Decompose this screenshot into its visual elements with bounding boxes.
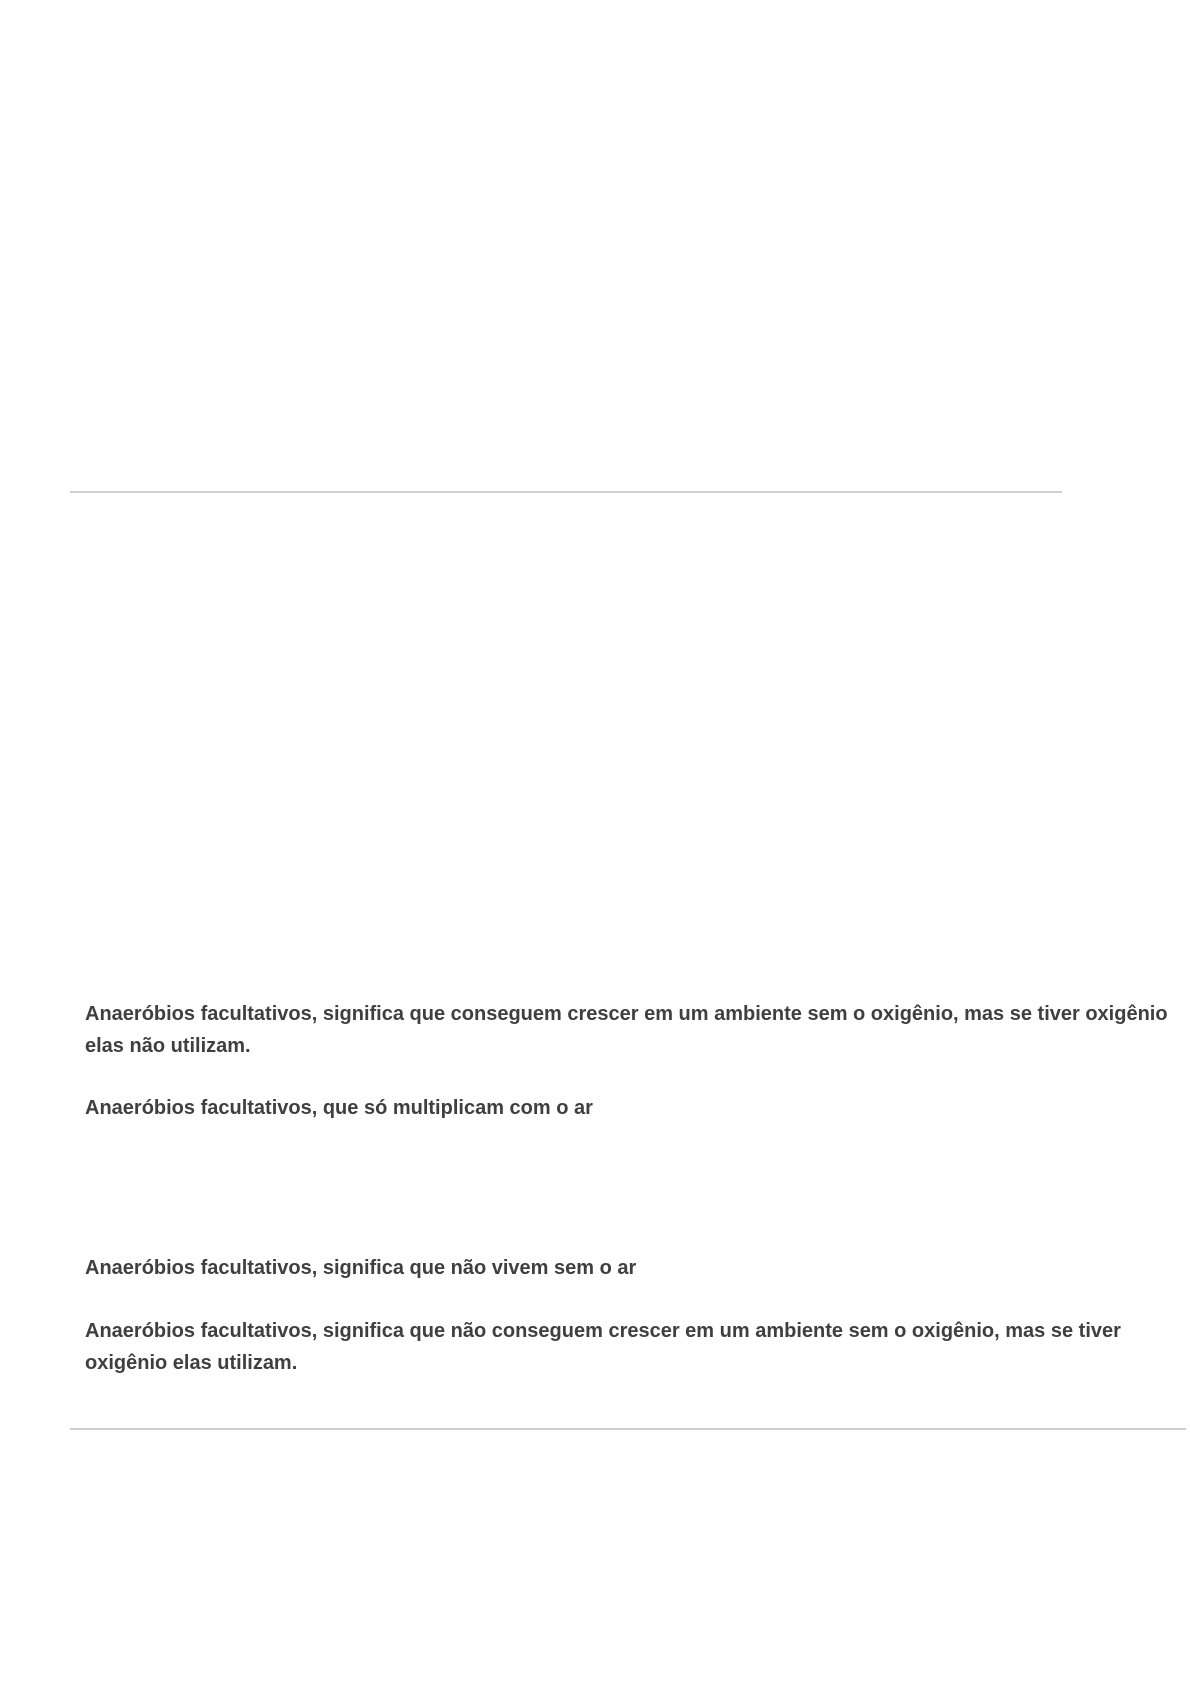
answer-option-3[interactable]: Anaeróbios facultativos, significa que não vivem sem o ar (85, 1257, 637, 1279)
answer-option-2[interactable]: Anaeróbios facultativos, que só multiplicam com o ar (85, 1097, 593, 1119)
answer-option-4[interactable]: Anaeróbios facultativos, significa que não conseguem crescer em um ambiente sem o oxigênio, mas se tiver oxigênio elas utilizam. (85, 1320, 1121, 1374)
section-divider-top (70, 491, 1062, 493)
answer-option-1[interactable]: Anaeróbios facultativos, significa que conseguem crescer em um ambiente sem o oxigênio, mas se tiver oxigênio elas não utilizam. (85, 1003, 1168, 1057)
section-divider-bottom (70, 1428, 1186, 1430)
